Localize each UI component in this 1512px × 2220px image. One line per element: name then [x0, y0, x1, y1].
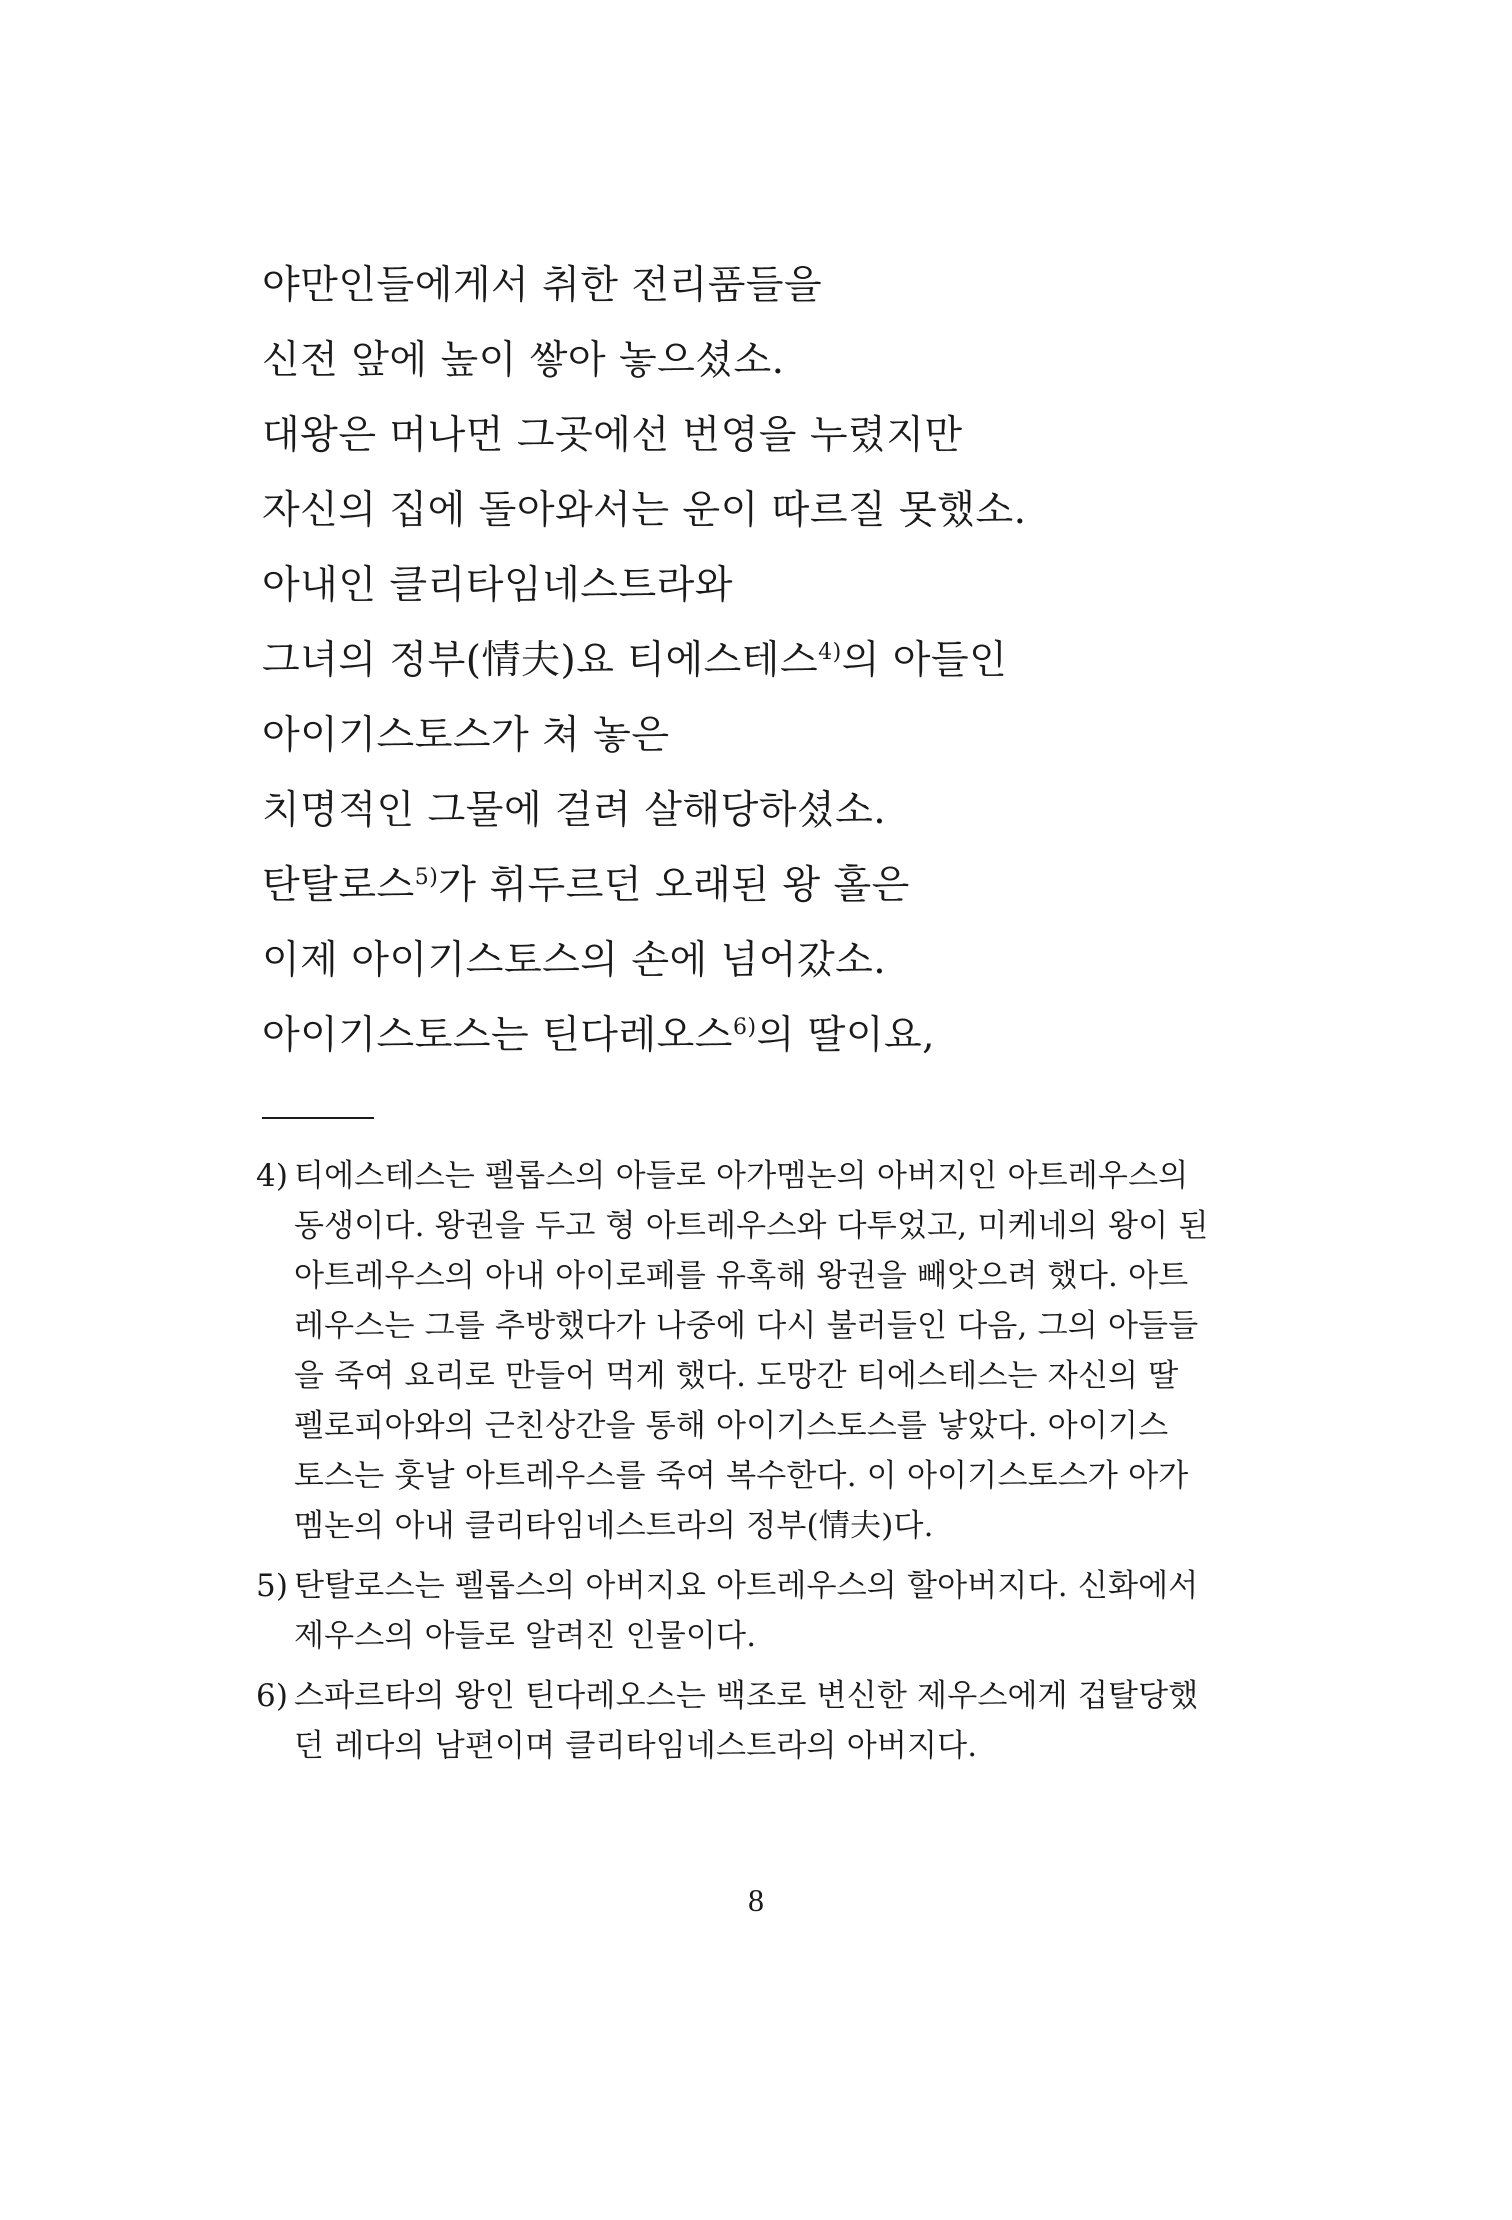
verse-line: 탄탈로스$^{5)}$가 휘두르던 오래된 왕 홀은: [262, 863, 910, 908]
footnote-line: 펠로피아와의 근친상간을 통해 아이기스토스를 낳았다. 아이기스: [294, 1408, 1169, 1444]
verse-line: 그녀의 정부(情夫)요 티에스테스$^{4)}$의 아들인: [262, 638, 1008, 683]
footnotes: [256, 1151, 1209, 1781]
footnote-number: 4): [256, 1158, 289, 1194]
footnote-6: [256, 1671, 1202, 1771]
footnote-4: [256, 1151, 1209, 1551]
verse-line: 아이기스토스는 틴다레오스$^{6)}$의 딸이요,: [262, 1013, 936, 1058]
verse-line: 대왕은 머나먼 그곳에선 번영을 누렸지만: [262, 413, 963, 458]
footnote-line: 토스는 훗날 아트레우스를 죽여 복수한다. 이 아이기스토스가 아가: [294, 1458, 1189, 1494]
footnote-separator: [262, 1117, 374, 1119]
footnote-reference: 6): [733, 1015, 757, 1040]
footnote-line: 동생이다. 왕권을 두고 형 아트레우스와 다투었고, 미케네의 왕이 된: [294, 1208, 1209, 1244]
footnote-number: 5): [256, 1568, 289, 1604]
footnote-line: 스파르타의 왕인 틴다레오스는 백조로 변신한 제우스에게 겁탈당했: [294, 1678, 1199, 1714]
footnote-line: 레우스는 그를 추방했다가 나중에 다시 불러들인 다음, 그의 아들들: [294, 1308, 1199, 1344]
footnote-line: 탄탈로스는 펠롭스의 아버지요 아트레우스의 할아버지다. 신화에서: [294, 1568, 1199, 1604]
verse-line: 치명적인 그물에 걸려 살해당하셨소.: [262, 788, 887, 833]
footnote-line: 을 죽여 요리로 만들어 먹게 했다. 도망간 티에스테스는 자신의 딸: [294, 1358, 1179, 1394]
verse-line: 아내인 클리타임네스트라와: [262, 563, 733, 608]
verse-line: 이제 아이기스토스의 손에 넘어갔소.: [262, 938, 887, 983]
verse-line: 자신의 집에 돌아와서는 운이 따르질 못했소.: [262, 488, 1027, 533]
verse-line: 아이기스토스가 쳐 놓은: [262, 713, 670, 758]
footnote-line: 아트레우스의 아내 아이로페를 유혹해 왕권을 빼앗으려 했다. 아트: [294, 1258, 1189, 1294]
footnote-line: 티에스테스는 펠롭스의 아들로 아가멤논의 아버지인 아트레우스의: [294, 1158, 1189, 1194]
footnote-5: [256, 1561, 1202, 1661]
verse-block: [262, 248, 1262, 1073]
page-number: 8: [748, 1882, 764, 1918]
verse-line: 야만인들에게서 취한 전리품들을: [262, 263, 823, 308]
footnote-line: 던 레다의 남편이며 클리타임네스트라의 아버지다.: [294, 1728, 978, 1764]
verse-line: 신전 앞에 높이 쌓아 놓으셨소.: [262, 338, 785, 383]
footnote-line: 멤논의 아내 클리타임네스트라의 정부(情夫)다.: [294, 1508, 934, 1544]
footnote-line: 제우스의 아들로 알려진 인물이다.: [294, 1618, 757, 1654]
footnote-reference: 5): [414, 865, 439, 890]
footnote-reference: 4): [818, 640, 842, 665]
footnote-number: 6): [256, 1678, 289, 1714]
